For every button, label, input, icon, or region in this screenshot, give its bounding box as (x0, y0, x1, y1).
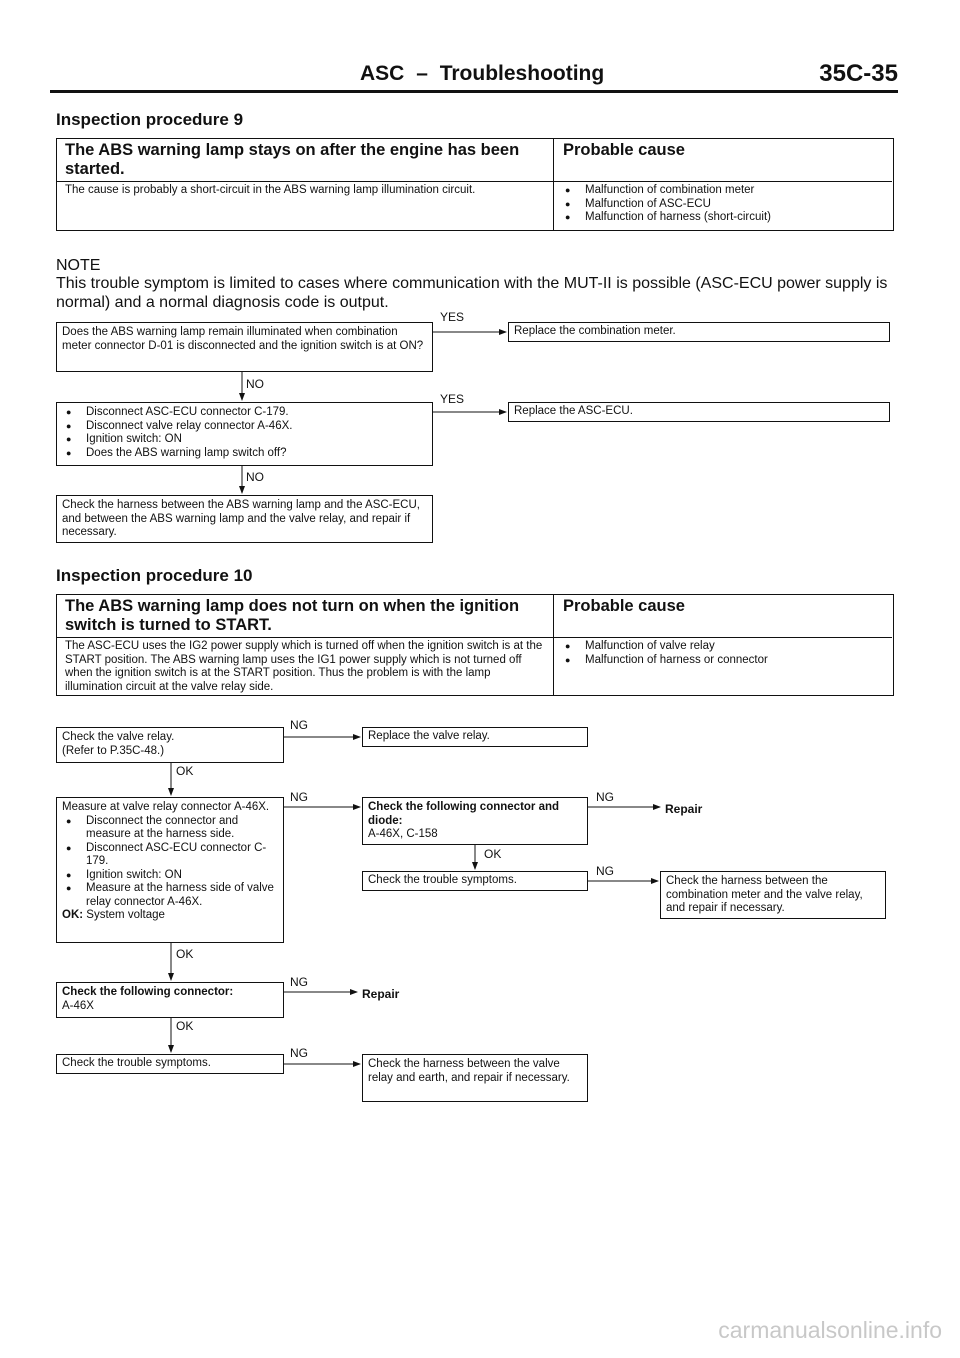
header-section: ASC (360, 62, 405, 85)
proc10-title: Inspection procedure 10 (56, 566, 253, 585)
flow9-yes-label: YES (440, 392, 465, 406)
flow10-measure-item: ● Measure at the harness side of valve relay connector A-46X. (62, 882, 278, 909)
proc9-symptom: The ABS warning lamp stays on after the engine has been started. (65, 141, 520, 178)
flow9-replace-ecu: Replace the ASC-ECU. (508, 402, 890, 422)
proc9-title: Inspection procedure 9 (56, 110, 244, 129)
flow10-measure-ok-label: OK: (62, 909, 84, 921)
page-number: 35C-35 (819, 60, 898, 87)
proc10-cause-item: ● Malfunction of harness or connector (561, 654, 881, 668)
flow10-harness-earth-box: Check the harness between the valve relay and earth, and repair if necessary. (362, 1054, 588, 1102)
flow9-q2-item: ● Disconnect valve relay connector A-46X. (62, 420, 427, 434)
flow10-measure-head: Measure at valve relay connector A-46X. (62, 801, 270, 813)
flow9-yes-label: YES (440, 310, 465, 324)
flow10-measure-item: ● Ignition switch: ON (62, 869, 278, 883)
flow10-measure-item: ● Disconnect the connector and measure at the harness side. (62, 815, 278, 842)
header-dash: – (416, 62, 428, 85)
flow10-check-connector-head: Check the following connector: (62, 986, 234, 998)
proc10-symptom: The ABS warning lamp does not turn on when the ignition switch is turned to START. (65, 597, 520, 634)
flow10-repair-1: Repair (665, 802, 703, 816)
flow9-no-label: NO (246, 377, 264, 391)
watermark: carmanualsonline.info (718, 1317, 942, 1343)
flow10-harness-meter-box: Check the harness between the combination meter and the valve relay, and repair if necessary. (660, 871, 886, 919)
flow10-check-connector-body: A-46X (62, 999, 94, 1012)
proc10-cause-head: Probable cause (563, 597, 685, 615)
flow9-replace-meter: Replace the combination meter. (508, 322, 890, 342)
flow10-ok-label: OK (176, 1019, 194, 1033)
proc10-description: The ASC-ECU uses the IG2 power supply which is turned off when the ignition switch is at the START position. The ABS warning lamp uses the IG1 power supply which is not turned off when the ignition switch is at the START position. Thus the problem is with the lamp illumination circuit at the valve relay side. (65, 640, 543, 693)
proc9-cause-item: ● Malfunction of harness (short-circuit) (561, 211, 881, 225)
flow10-ng-label: NG (596, 790, 614, 804)
note-text: This trouble symptom is limited to cases where communication with the MUT-II is possible (ASC-ECU power supply is normal) and a normal diagnosis code is output. (56, 275, 888, 311)
proc9-cause-head: Probable cause (563, 141, 685, 159)
flow10-check-symptoms-2: Check the trouble symptoms. (56, 1054, 284, 1074)
flow10-ng-label: NG (290, 718, 308, 732)
flow9-q2-item: ● Disconnect ASC-ECU connector C-179. (62, 406, 427, 420)
flow10-ng-label: NG (290, 1046, 308, 1060)
flow10-ng-label: NG (290, 975, 308, 989)
proc9-description: The cause is probably a short-circuit in the ABS warning lamp illumination circuit. (65, 184, 476, 196)
flow10-check-valve-relay-line: Check the valve relay. (62, 731, 175, 743)
flow10-connector-diode-body: A-46X, C-158 (368, 828, 438, 840)
proc9-cause-item: ● Malfunction of ASC-ECU (561, 198, 881, 212)
flow10-check-valve-relay-ref: (Refer to P.35C-48.) (62, 744, 165, 757)
flow10-measure-ok-value: System voltage (86, 909, 165, 921)
flow9-no-label: NO (246, 470, 264, 484)
flow10-repair-2: Repair (362, 987, 400, 1001)
flow9-q2-item: ● Ignition switch: ON (62, 433, 427, 447)
flow10-ok-label: OK (484, 847, 502, 861)
flow10-ng-label: NG (290, 790, 308, 804)
flow10-ok-label: OK (176, 947, 194, 961)
flow10-ng-label: NG (596, 864, 614, 878)
flow10-measure-item: ● Disconnect ASC-ECU connector C-179. (62, 842, 278, 869)
proc10-cause-item: ● Malfunction of valve relay (561, 640, 881, 654)
flow9-question-1: Does the ABS warning lamp remain illuminated when combination meter connector D-01 is disconnected and the ignition switch is at ON? (56, 322, 433, 372)
flow10-replace-relay: Replace the valve relay. (362, 727, 588, 747)
proc9-cause-item: ● Malfunction of combination meter (561, 184, 881, 198)
flow9-q2-item: ● Does the ABS warning lamp switch off? (62, 447, 427, 461)
header-title: Troubleshooting (439, 62, 605, 85)
flow10-check-symptoms-1: Check the trouble symptoms. (362, 871, 588, 891)
note-head: NOTE (56, 257, 101, 274)
flow10-connector-diode-head: Check the following connector and diode: (368, 801, 560, 827)
flow9-final-check: Check the harness between the ABS warning lamp and the ASC-ECU, and between the ABS warning lamp and the valve relay, and repair if necessary. (56, 495, 433, 543)
flow10-ok-label: OK (176, 764, 194, 778)
